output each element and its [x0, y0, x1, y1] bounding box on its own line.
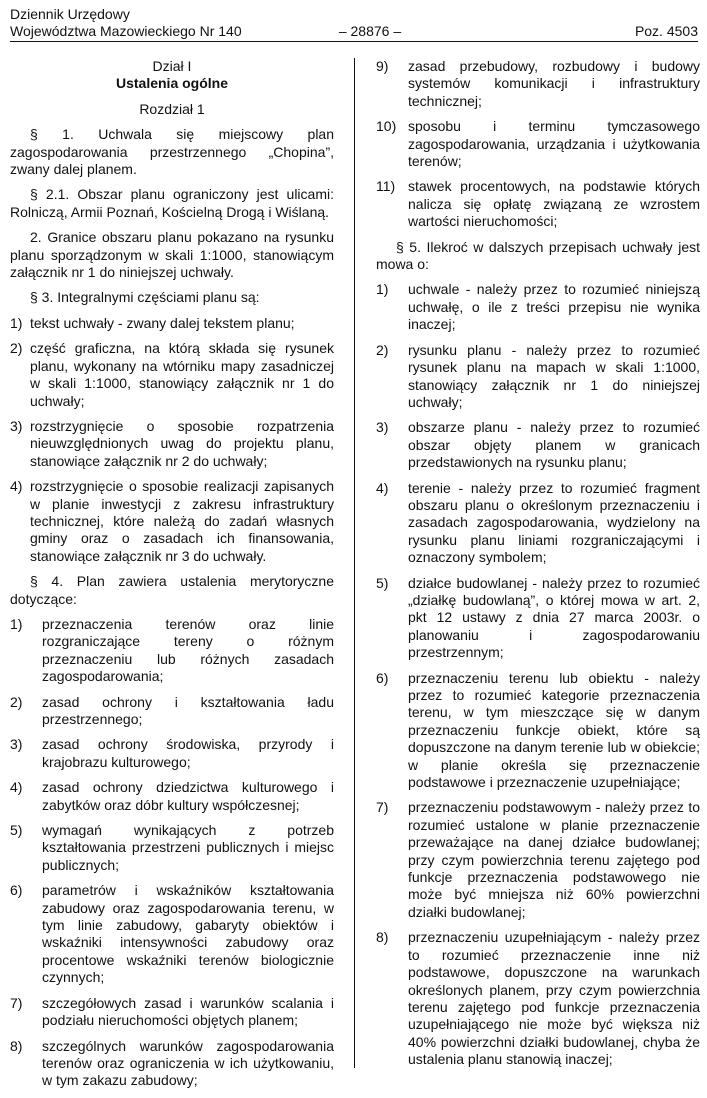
paragraph-3: § 3. Integralnymi częściami planu są:: [30, 289, 260, 306]
list-item: [376, 419, 700, 471]
item-text: zasad ochrony środowiska, przyrody i krajobrazu kulturowego;: [42, 736, 334, 770]
journal-title: Dziennik Urzędowy: [10, 6, 130, 22]
list-item: [10, 340, 334, 410]
item-text: wymagań wynikających z potrzeb kształtowania przestrzeni publicznych i miejsc publicznych;: [42, 822, 334, 873]
paragraph-1: § 1. Uchwala się miejscowy plan zagospodarowania przestrzennego „Chopina”, zwany dalej planem.: [10, 126, 334, 178]
item-text: stawek procentowych, na podstawie których nalicza się opłatę związaną ze wzrostem wartości nieruchomości;: [408, 178, 700, 230]
item-text: przeznaczenia terenów oraz linie rozgraniczające tereny o różnym przeznaczeniu lub różnych zasadach zagospodarowania;: [42, 615, 334, 685]
list-item: [10, 478, 334, 565]
item-number: 1): [10, 615, 23, 632]
list-item: [376, 575, 700, 662]
list-item: [10, 418, 334, 470]
item-text: terenie - należy przez to rozumieć fragment obszaru planu o określonym przeznaczeniu i zasadach zagospodarowania, wydzielony na rysunku planu liniami rozgraniczającymi i oznaczony symbolem;: [408, 479, 700, 566]
item-number: 3): [376, 419, 389, 436]
item-text: zasad ochrony dziedzictwa kulturowego i zabytków oraz dóbr kultury współczesnej;: [42, 779, 334, 813]
item-number: 10): [376, 118, 397, 135]
journal-subtitle: Województwa Mazowieckiego Nr 140: [10, 23, 242, 39]
item-text: przeznaczeniu uzupełniającym - należy przez to rozumieć przeznaczenie inne niż podstawowe, dopuszczone na warunkach określonych planem, przy czym powierzchnia terenu zajętego pod funkcje przeznaczenia uzupełniającego nie może być większa niż 40% powierzchni działki budowlanej, chyba że ustalenia planu stanowią inaczej;: [408, 929, 700, 1068]
section-heading: Dział I: [152, 58, 192, 74]
item-number: 5): [10, 822, 23, 839]
list-item: [376, 58, 700, 110]
item-number: 1): [10, 314, 23, 331]
list-item: [376, 480, 700, 567]
item-text: działce budowlanej - należy przez to rozumieć „działkę budowlaną”, o której mowa w art. 2, pkt 12 ustawy z dnia 27 marca 2003r. o planowaniu i zagospodarowaniu przestrzennym;: [408, 574, 700, 661]
list-para-4-continued: [376, 58, 700, 231]
item-number: 9): [376, 58, 389, 74]
list-item: [376, 178, 700, 230]
paragraph-5: § 5. Ilekroć w dalszych przepisach uchwały jest mowa o:: [376, 238, 700, 273]
item-text: sposobu i terminu tymczasowego zagospodarowania, urządzania i użytkowania terenów;: [408, 118, 700, 170]
list-item: [376, 799, 700, 921]
item-number: 2): [10, 340, 23, 357]
paragraph-2-2: 2. Granice obszaru planu pokazano na rysunku planu sporządzonym w skali 1:1000, stanowiącym załącznik nr 1 do niniejszej uchwały.: [10, 229, 334, 281]
paragraph-4: § 4. Plan zawiera ustalenia merytoryczne dotyczące:: [10, 573, 334, 607]
item-number: 7): [10, 994, 23, 1011]
column-divider: [354, 58, 355, 1068]
list-item: [10, 822, 334, 874]
item-text: część graficzna, na którą składa się rysunek planu, wykonany na wtórniku mapy zasadniczej w skali 1:1000, stanowiący załącznik nr 1 do uchwały;: [30, 340, 334, 409]
page-number: – 28876 –: [338, 23, 402, 39]
item-number: 8): [376, 929, 389, 946]
item-number: 7): [376, 799, 389, 816]
item-text: rozstrzygnięcie o sposobie rozpatrzenia nieuwzględnionych uwag do projektu planu, stanowiące załącznik nr 2 do uchwały;: [30, 417, 334, 469]
item-text: obszarze planu - należy przez to rozumieć obszar objęty planem w granicach przedstawionych na rysunku planu;: [408, 419, 700, 471]
list-item: [376, 342, 700, 412]
paragraph-2: § 2.1. Obszar planu ograniczony jest ulicami: Rolniczą, Armii Poznań, Kościelną Drogą i Wiślaną.: [10, 186, 334, 220]
item-number: 3): [10, 417, 23, 434]
list-para-3: [10, 315, 334, 565]
item-number: 11): [376, 178, 396, 195]
item-text: rozstrzygnięcie o sposobie realizacji zapisanych w planie inwestycji z zakresu infrastruktury technicznej, które należą do zadań własnych gminy oraz o zasadach ich finansowania, stanowiące załącznik nr 3 do uchwały.: [30, 478, 334, 564]
list-item: [376, 118, 700, 170]
list-para-5: [376, 281, 700, 1068]
document-body: [10, 58, 700, 1089]
list-item: [376, 281, 700, 333]
list-item: [10, 779, 334, 814]
header-row: [10, 23, 698, 40]
list-item: [10, 616, 334, 686]
position-number: Poz. 4503: [634, 23, 698, 39]
header-rule: [10, 41, 698, 42]
item-text: przeznaczeniu terenu lub obiektu - należy przez to rozumieć kategorie przeznaczenia terenu, w tym mieszczące się w danym przeznaczeniu funkcje obiekt, które są dopuszczone na danym terenie lub w obiekcie; w planie określa się przeznaczenie podstawowe i przeznaczenie uzupełniające;: [408, 669, 700, 791]
item-text: zasad ochrony i kształtowania ładu przestrzennego;: [42, 693, 334, 727]
section-title: Ustalenia ogólne: [115, 75, 229, 92]
left-column: [10, 58, 334, 1098]
list-item: [376, 929, 700, 1068]
list-para-4: [10, 616, 334, 1090]
item-number: 4): [10, 779, 23, 796]
item-number: 5): [376, 574, 389, 591]
item-number: 6): [376, 669, 389, 686]
item-text: szczegółowych zasad i warunków scalania i podziału nieruchomości objętych planem;: [42, 994, 334, 1029]
item-text: parametrów i wskaźników kształtowania zabudowy oraz zagospodarowania terenu, w tym linie zabudowy, gabaryty obiektów i wskaźniki intensywności zabudowy oraz procentowe wskaźniki terenów biologicznie czynnych;: [42, 882, 334, 986]
item-number: 4): [376, 479, 389, 496]
chapter-heading: Rozdział 1: [139, 100, 205, 117]
item-text: tekst uchwały - zwany dalej tekstem planu;: [30, 314, 295, 331]
item-number: 4): [10, 478, 23, 495]
list-item: [10, 882, 334, 986]
item-number: 2): [376, 341, 389, 358]
page-header: [10, 6, 698, 42]
item-number: 6): [10, 882, 23, 899]
item-text: rysunku planu - należy przez to rozumieć rysunek planu na mapach w skali 1:1000, stanowiący załącznik nr 1 do niniejszej uchwały;: [408, 341, 700, 410]
list-item: [10, 1038, 334, 1090]
item-text: przeznaczeniu podstawowym - należy przez to rozumieć ustalone w planie przeznaczenie przeważające na danej działce budowlanej; przy czym powierzchnia terenu zajętego pod funkcje przeznaczenia podstawowego nie może być mniejsza niż 60% powierzchni działki budowlanej;: [408, 799, 700, 920]
list-item: [10, 694, 334, 729]
list-item: [10, 736, 334, 771]
item-number: 1): [376, 281, 389, 298]
item-number: 2): [10, 693, 23, 710]
item-number: 3): [10, 736, 23, 753]
list-item: [376, 670, 700, 792]
item-text: zasad przebudowy, rozbudowy i budowy systemów komunikacji i infrastruktury technicznej;: [408, 58, 700, 109]
list-item: [10, 315, 334, 332]
item-number: 8): [10, 1037, 23, 1054]
item-text: szczególnych warunków zagospodarowania terenów oraz ograniczenia w ich użytkowaniu, w tym zakazu zabudowy;: [42, 1037, 334, 1089]
item-text: uchwale - należy przez to rozumieć niniejszą uchwałę, o ile z treści przepisu nie wynika inaczej;: [408, 281, 700, 333]
right-column: [376, 58, 700, 1077]
list-item: [10, 995, 334, 1030]
